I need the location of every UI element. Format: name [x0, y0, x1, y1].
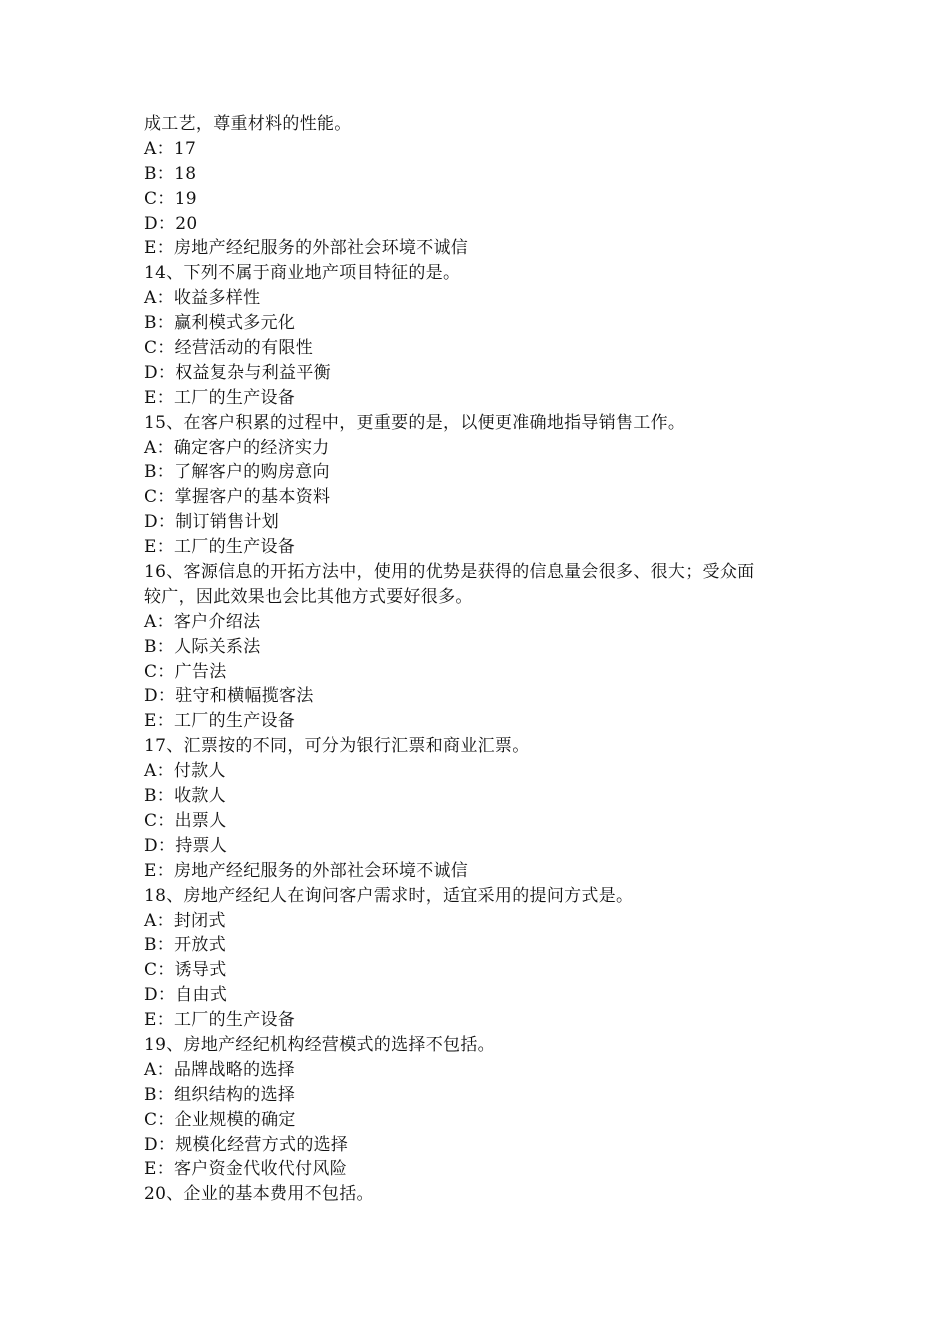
question-line: 19、房地产经纪机构经营模式的选择不包括。	[144, 1034, 495, 1055]
option-line: A：封闭式	[144, 910, 226, 931]
document-page	[144, 112, 816, 1207]
option-line: B：人际关系法	[144, 636, 261, 657]
option-line: D：20	[144, 213, 198, 234]
option-line: E：工厂的生产设备	[144, 1010, 296, 1031]
option-line: E：房地产经纪服务的外部社会环境不诚信	[144, 238, 469, 259]
question-line: 16、客源信息的开拓方法中，使用的优势是获得的信息量会很多、很大；受众面	[144, 562, 755, 583]
option-line: B：收款人	[144, 786, 226, 807]
option-line: C：广告法	[144, 661, 227, 682]
option-line: A：收益多样性	[144, 288, 261, 309]
option-line: D：驻守和横幅揽客法	[144, 686, 314, 707]
option-line: B：赢利模式多元化	[144, 313, 296, 334]
option-line: E：客户资金代收代付风险	[144, 1159, 348, 1180]
option-line: A：17	[144, 138, 197, 159]
question-line: 15、在客户积累的过程中，更重要的是，以便更准确地指导销售工作。	[144, 412, 686, 433]
option-line: E：工厂的生产设备	[144, 537, 296, 558]
option-line: C：19	[144, 188, 197, 209]
option-line: A：客户介绍法	[144, 611, 261, 632]
option-line: A：确定客户的经济实力	[144, 437, 330, 458]
option-line: B：开放式	[144, 935, 226, 956]
option-line: C：经营活动的有限性	[144, 338, 314, 359]
option-line: E：工厂的生产设备	[144, 711, 296, 732]
option-line: A：付款人	[144, 761, 226, 782]
option-line: E：工厂的生产设备	[144, 387, 296, 408]
option-line: C：企业规模的确定	[144, 1109, 296, 1130]
option-line: B：18	[144, 163, 197, 184]
option-line: E：房地产经纪服务的外部社会环境不诚信	[144, 860, 469, 881]
question-line: 18、房地产经纪人在询问客户需求时，适宜采用的提问方式是。	[144, 885, 634, 906]
option-line: D：自由式	[144, 985, 228, 1006]
option-line: A：品牌战略的选择	[144, 1059, 295, 1080]
question-line: 14、下列不属于商业地产项目特征的是。	[144, 263, 461, 284]
option-line: D：规模化经营方式的选择	[144, 1134, 349, 1155]
option-line: B：组织结构的选择	[144, 1084, 296, 1105]
option-line: D：制订销售计划	[144, 512, 280, 533]
question-line: 20、企业的基本费用不包括。	[144, 1184, 374, 1205]
question-line: 17、汇票按的不同，可分为银行汇票和商业汇票。	[144, 736, 530, 757]
option-line: D：持票人	[144, 835, 228, 856]
option-line: C：诱导式	[144, 960, 227, 981]
text-line: 成工艺，尊重材料的性能。	[144, 114, 352, 134]
option-line: B：了解客户的购房意向	[144, 462, 330, 483]
option-line: C：掌握客户的基本资料	[144, 487, 331, 508]
text-line: 较广，因此效果也会比其他方式要好很多。	[144, 586, 473, 607]
option-line: C：出票人	[144, 810, 227, 831]
option-line: D：权益复杂与利益平衡	[144, 362, 331, 383]
